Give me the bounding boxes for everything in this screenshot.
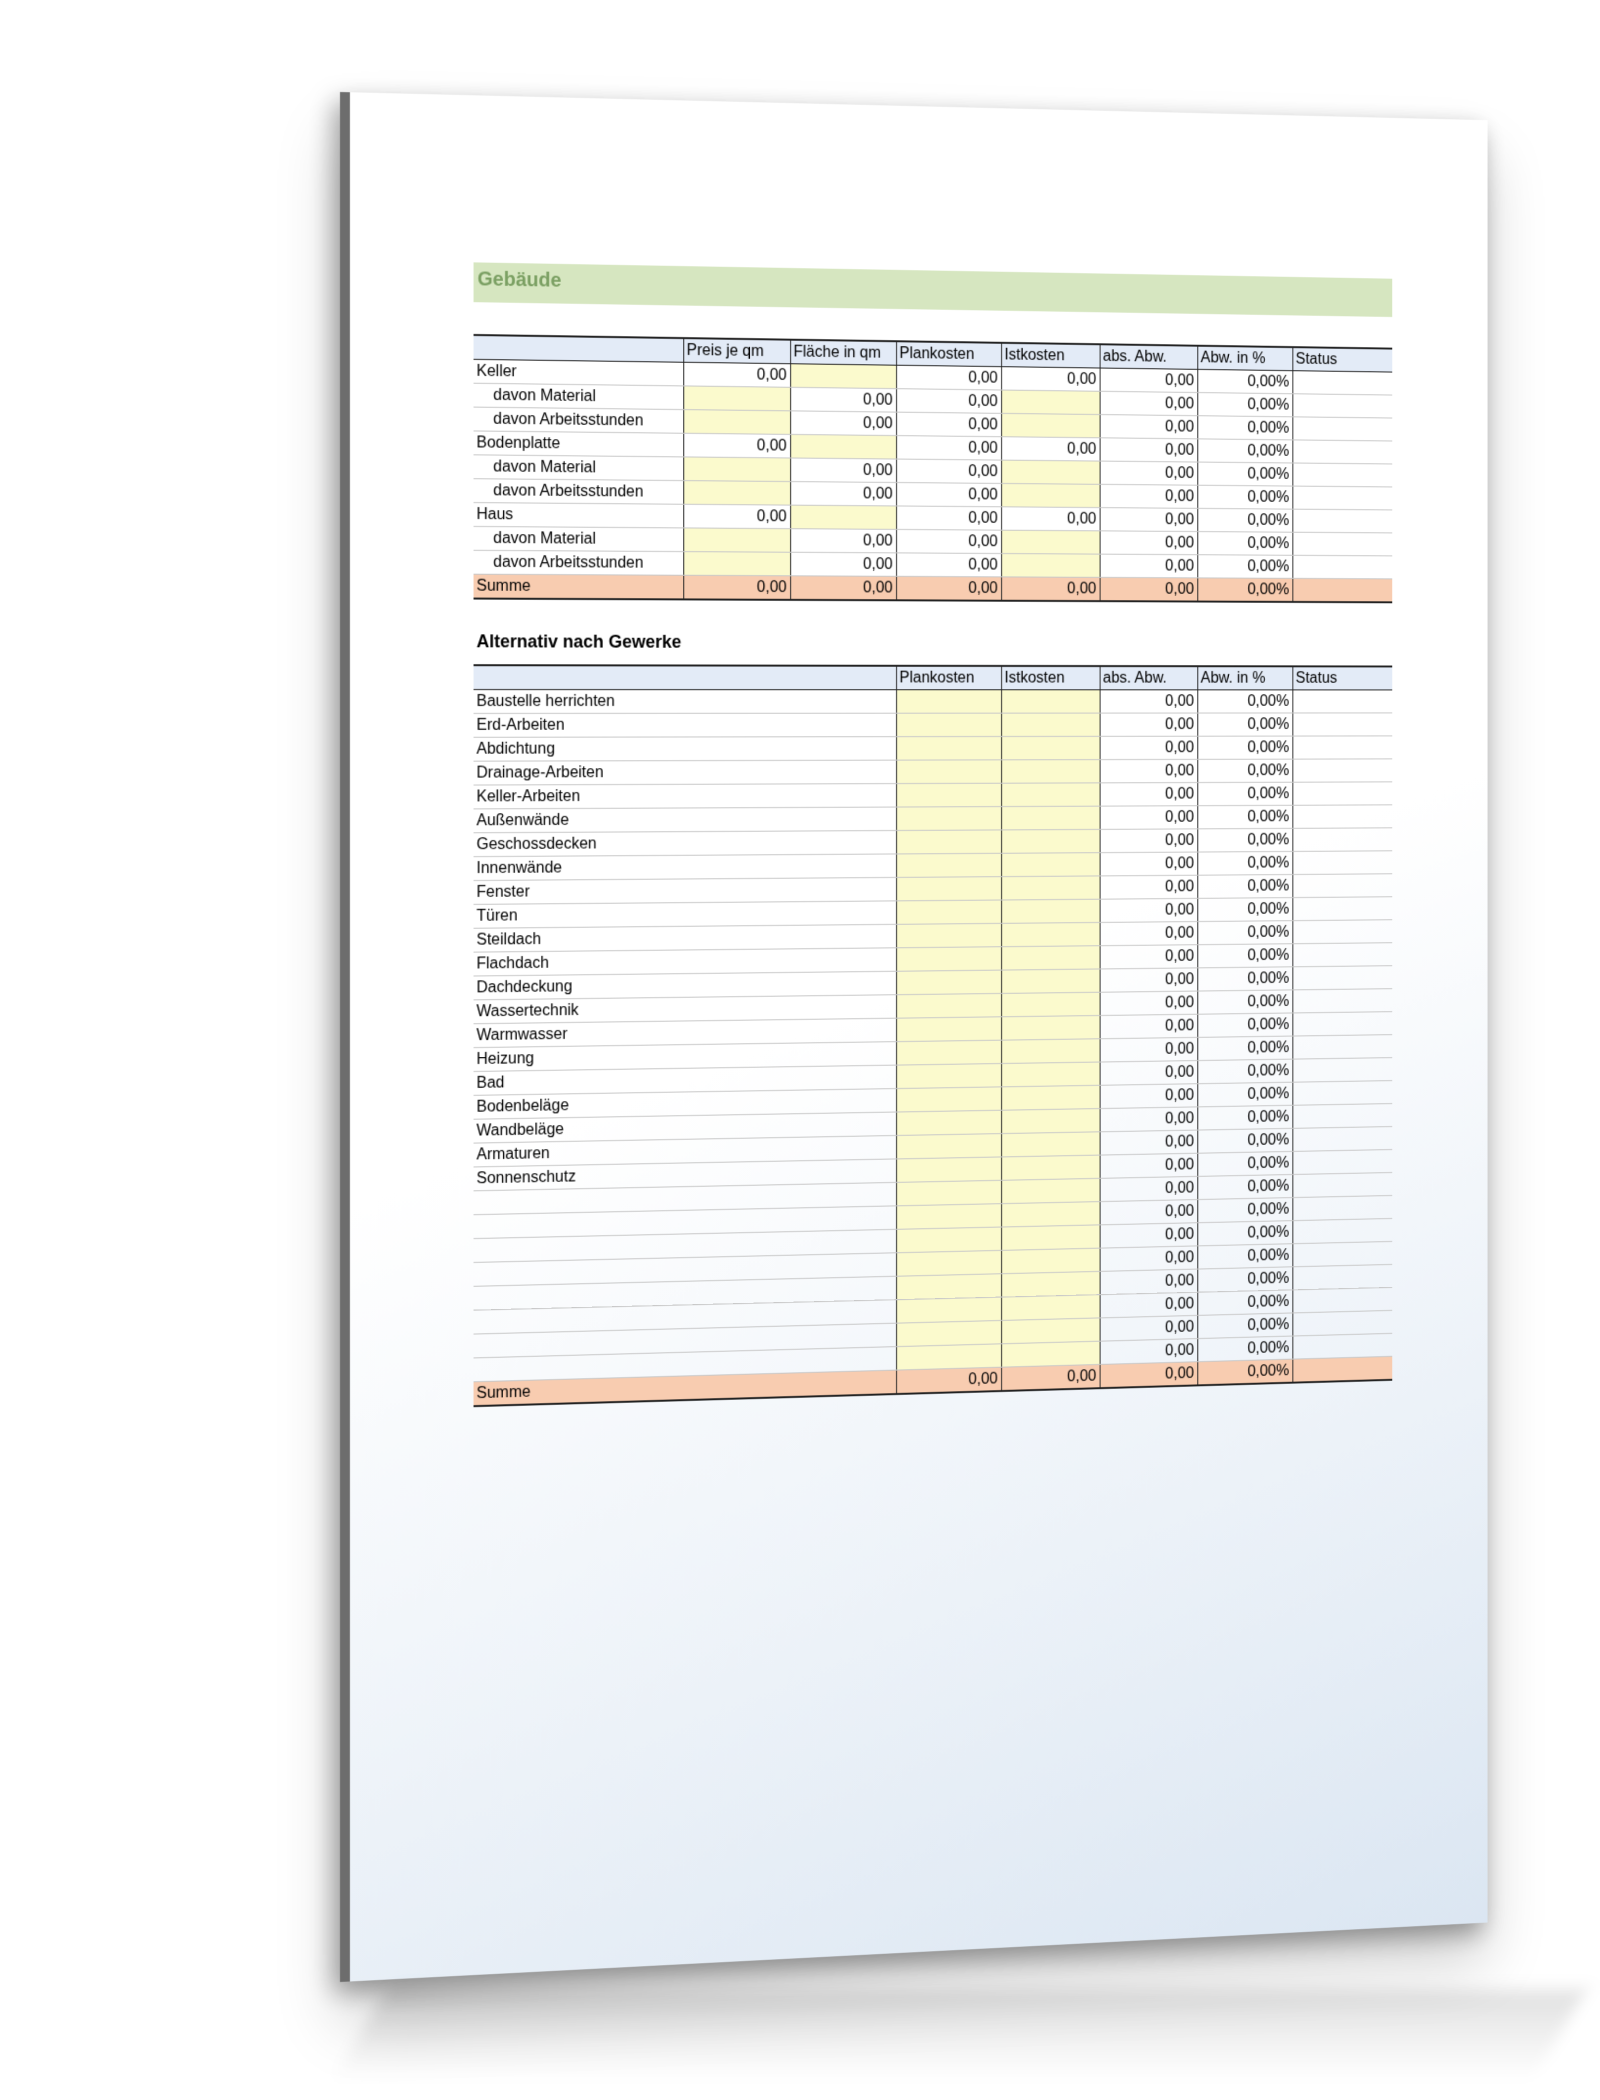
sum-ist-cell: 0,00 <box>1001 577 1100 601</box>
pct-deviation-cell: 0,00% <box>1197 1290 1292 1316</box>
column-header: Istkosten <box>1001 666 1100 690</box>
status-cell <box>1292 1012 1392 1036</box>
sum-pct-cell: 0,00% <box>1197 578 1292 602</box>
pct-deviation-cell: 0,00% <box>1197 875 1292 899</box>
abs-deviation-cell: 0,00 <box>1100 1269 1198 1295</box>
status-cell <box>1292 1218 1392 1243</box>
actual-cost-cell[interactable] <box>1001 1225 1100 1251</box>
abs-deviation-cell: 0,00 <box>1100 829 1198 853</box>
pct-deviation-cell: 0,00% <box>1197 1128 1292 1153</box>
column-header: Status <box>1292 347 1392 372</box>
row-label: davon Material <box>474 383 684 409</box>
planned-cost-cell[interactable] <box>896 1204 1001 1230</box>
column-header: Preis je qm <box>683 338 790 364</box>
column-header: abs. Abw. <box>1100 666 1198 690</box>
actual-cost-cell[interactable] <box>1001 969 1100 993</box>
actual-cost-cell[interactable] <box>1001 806 1100 830</box>
planned-cost-cell[interactable] <box>896 1017 1001 1042</box>
status-cell <box>1292 966 1392 990</box>
abs-deviation-cell: 0,00 <box>1100 783 1198 807</box>
abs-deviation-cell: 0,00 <box>1100 1292 1198 1318</box>
pct-deviation-cell: 0,00% <box>1197 1151 1292 1176</box>
abs-deviation-cell: 0,00 <box>1100 531 1198 555</box>
pct-deviation-cell: 0,00% <box>1197 1336 1292 1362</box>
column-header: Status <box>1292 666 1392 690</box>
pct-deviation-cell: 0,00% <box>1197 1036 1292 1061</box>
actual-cost-cell[interactable] <box>1001 1341 1100 1367</box>
abs-deviation-cell: 0,00 <box>1100 554 1198 578</box>
pct-deviation-cell: 0,00% <box>1197 462 1292 486</box>
area-sqm-cell[interactable]: 0,00 <box>790 411 896 436</box>
trade-label: Armaturen <box>474 1135 897 1166</box>
sum-row <box>474 574 1393 602</box>
trade-cost-table <box>474 664 1393 1407</box>
abs-deviation-cell: 0,00 <box>1100 1246 1198 1271</box>
area-sqm-cell[interactable]: 0,00 <box>790 529 896 553</box>
column-header: Istkosten <box>1001 343 1100 368</box>
status-cell <box>1292 759 1392 782</box>
actual-cost-cell[interactable] <box>1001 1132 1100 1157</box>
planned-cost-cell: 0,00 <box>896 529 1001 553</box>
column-header <box>474 665 897 690</box>
abs-deviation-cell: 0,00 <box>1100 391 1198 415</box>
price-per-sqm-cell[interactable] <box>683 481 790 506</box>
status-cell <box>1292 463 1392 487</box>
pct-deviation-cell: 0,00% <box>1197 805 1292 829</box>
status-cell <box>1292 805 1392 829</box>
pct-deviation-cell: 0,00% <box>1197 1244 1292 1269</box>
actual-cost-cell[interactable] <box>1001 736 1100 760</box>
abs-deviation-cell: 0,00 <box>1100 1339 1198 1365</box>
actual-cost-cell[interactable] <box>1001 1318 1100 1344</box>
abs-deviation-cell: 0,00 <box>1100 461 1198 485</box>
actual-cost-cell[interactable] <box>1001 1062 1100 1087</box>
trade-label: Bodenbeläge <box>474 1089 897 1120</box>
actual-cost-cell[interactable] <box>1001 1039 1100 1064</box>
status-cell <box>1292 989 1392 1013</box>
actual-cost-cell[interactable] <box>1001 1295 1100 1321</box>
planned-cost-cell[interactable] <box>896 783 1001 807</box>
planned-cost-cell: 0,00 <box>896 365 1001 390</box>
trade-label: Fenster <box>474 877 897 904</box>
abs-deviation-cell: 0,00 <box>1100 690 1198 713</box>
planned-cost-cell: 0,00 <box>896 482 1001 506</box>
status-cell <box>1292 1081 1392 1106</box>
abs-deviation-cell: 0,00 <box>1100 1200 1198 1225</box>
actual-cost-cell[interactable] <box>1001 1109 1100 1134</box>
row-label: Haus <box>474 503 684 528</box>
row-label: davon Material <box>474 455 684 481</box>
actual-cost-cell[interactable] <box>1001 530 1100 554</box>
pct-deviation-cell: 0,00% <box>1197 1198 1292 1223</box>
abs-deviation-cell: 0,00 <box>1100 736 1198 759</box>
abs-deviation-cell: 0,00 <box>1100 806 1198 830</box>
sum-status-cell <box>1292 1356 1392 1382</box>
abs-deviation-cell: 0,00 <box>1100 1014 1198 1039</box>
actual-cost-cell[interactable] <box>1001 413 1100 437</box>
trade-label: Türen <box>474 901 897 928</box>
actual-cost-cell[interactable] <box>1001 713 1100 736</box>
status-cell <box>1292 1264 1392 1289</box>
sum-plan-cell: 0,00 <box>896 576 1001 600</box>
status-cell <box>1292 1035 1392 1059</box>
row-label: Keller <box>474 359 684 386</box>
price-per-sqm-cell[interactable] <box>683 552 790 576</box>
pct-deviation-cell: 0,00% <box>1197 828 1292 852</box>
planned-cost-cell[interactable] <box>896 947 1001 972</box>
price-per-sqm-cell[interactable] <box>683 386 790 411</box>
pct-deviation-cell: 0,00% <box>1197 1059 1292 1084</box>
status-cell <box>1292 1333 1392 1359</box>
pct-deviation-cell: 0,00% <box>1197 1313 1292 1339</box>
section-title-band <box>474 262 1393 317</box>
area-sqm-cell[interactable] <box>790 434 896 459</box>
planned-cost-cell[interactable] <box>896 760 1001 784</box>
trade-label: Innenwände <box>474 854 897 881</box>
pct-deviation-cell: 0,00% <box>1197 439 1292 463</box>
planned-cost-cell[interactable] <box>896 1134 1001 1159</box>
abs-deviation-cell: 0,00 <box>1100 898 1198 922</box>
table-header-row <box>474 665 1393 690</box>
status-cell <box>1292 874 1392 898</box>
area-sqm-cell[interactable]: 0,00 <box>790 552 896 576</box>
trade-label: Erd-Arbeiten <box>474 713 897 737</box>
planned-cost-cell[interactable] <box>896 807 1001 831</box>
trade-label: Heizung <box>474 1042 897 1072</box>
status-cell <box>1292 1058 1392 1083</box>
actual-cost-cell[interactable] <box>1001 829 1100 853</box>
trade-label: Wassertechnik <box>474 995 897 1024</box>
pct-deviation-cell: 0,00% <box>1197 713 1292 736</box>
planned-cost-cell[interactable] <box>896 1040 1001 1065</box>
pct-deviation-cell: 0,00% <box>1197 736 1292 759</box>
pct-deviation-cell: 0,00% <box>1197 990 1292 1014</box>
sum-abs-cell: 0,00 <box>1100 577 1198 601</box>
sum-plan-cell: 0,00 <box>896 1367 1001 1394</box>
planned-cost-cell[interactable] <box>896 1344 1001 1370</box>
planned-cost-cell[interactable] <box>896 713 1001 737</box>
planned-cost-cell[interactable] <box>896 1157 1001 1182</box>
sum-flaeche-cell: 0,00 <box>790 576 896 600</box>
abs-deviation-cell: 0,00 <box>1100 945 1198 969</box>
status-cell <box>1292 1104 1392 1129</box>
abs-deviation-cell: 0,00 <box>1100 1223 1198 1248</box>
planned-cost-cell[interactable] <box>896 1274 1001 1300</box>
trade-label: Bad <box>474 1065 897 1095</box>
planned-cost-cell[interactable] <box>896 970 1001 995</box>
price-per-sqm-cell[interactable]: 0,00 <box>683 433 790 458</box>
area-sqm-cell[interactable] <box>790 505 896 529</box>
status-cell <box>1292 509 1392 533</box>
planned-cost-cell[interactable] <box>896 690 1001 713</box>
planned-cost-cell[interactable] <box>896 1320 1001 1346</box>
sum-preis-cell: 0,00 <box>683 575 790 600</box>
sum-ist-cell: 0,00 <box>1001 1364 1100 1391</box>
planned-cost-cell[interactable] <box>896 1110 1001 1135</box>
trade-label: Außenwände <box>474 807 897 833</box>
pct-deviation-cell: 0,00% <box>1197 485 1292 509</box>
actual-cost-cell[interactable]: 0,00 <box>1001 437 1100 461</box>
actual-cost-cell[interactable]: 0,00 <box>1001 367 1100 392</box>
status-cell <box>1292 1150 1392 1175</box>
status-cell <box>1292 394 1392 418</box>
planned-cost-cell[interactable] <box>896 923 1001 947</box>
abs-deviation-cell: 0,00 <box>1100 968 1198 992</box>
status-cell <box>1292 1195 1392 1220</box>
actual-cost-cell[interactable] <box>1001 876 1100 900</box>
area-sqm-cell[interactable]: 0,00 <box>790 387 896 412</box>
planned-cost-cell: 0,00 <box>896 389 1001 414</box>
pct-deviation-cell: 0,00% <box>1197 921 1292 945</box>
sum-label-cell: Summe <box>474 1370 897 1406</box>
abs-deviation-cell: 0,00 <box>1100 415 1198 439</box>
planned-cost-cell: 0,00 <box>896 506 1001 530</box>
planned-cost-cell[interactable] <box>896 877 1001 901</box>
status-cell <box>1292 1127 1392 1152</box>
trade-label: Drainage-Arbeiten <box>474 760 897 785</box>
status-cell <box>1292 440 1392 464</box>
status-cell <box>1292 943 1392 967</box>
sum-label-cell: Summe <box>474 574 684 599</box>
actual-cost-cell[interactable] <box>1001 1155 1100 1180</box>
price-per-sqm-cell[interactable]: 0,00 <box>683 504 790 528</box>
abs-deviation-cell: 0,00 <box>1100 713 1198 736</box>
planned-cost-cell[interactable] <box>896 853 1001 877</box>
status-cell <box>1292 1173 1392 1198</box>
trade-label: Baustelle herrichten <box>474 690 897 714</box>
actual-cost-cell[interactable] <box>1001 922 1100 946</box>
abs-deviation-cell: 0,00 <box>1100 1061 1198 1086</box>
document-page <box>340 92 1488 1982</box>
sum-abs-cell: 0,00 <box>1100 1362 1198 1388</box>
status-cell <box>1292 920 1392 944</box>
pct-deviation-cell: 0,00% <box>1197 898 1292 922</box>
planned-cost-cell: 0,00 <box>896 436 1001 461</box>
subsection-title: Alternativ nach Gewerke <box>476 631 682 652</box>
pct-deviation-cell: 0,00% <box>1197 1267 1292 1292</box>
abs-deviation-cell: 0,00 <box>1100 1176 1198 1201</box>
trade-label: Dachdeckung <box>474 971 897 1000</box>
pct-deviation-cell: 0,00% <box>1197 851 1292 875</box>
abs-deviation-cell: 0,00 <box>1100 991 1198 1015</box>
planned-cost-cell[interactable] <box>896 1064 1001 1089</box>
pct-deviation-cell: 0,00% <box>1197 1105 1292 1130</box>
status-cell <box>1292 851 1392 875</box>
planned-cost-cell[interactable] <box>896 1180 1001 1206</box>
actual-cost-cell[interactable] <box>1001 460 1100 484</box>
actual-cost-cell[interactable] <box>1001 992 1100 1017</box>
row-label: Bodenplatte <box>474 431 684 457</box>
actual-cost-cell[interactable] <box>1001 1271 1100 1297</box>
actual-cost-cell[interactable] <box>1001 853 1100 877</box>
pct-deviation-cell: 0,00% <box>1197 393 1292 417</box>
row-label: davon Arbeitsstunden <box>474 479 684 505</box>
abs-deviation-cell: 0,00 <box>1100 1130 1198 1155</box>
planned-cost-cell[interactable] <box>896 900 1001 924</box>
planned-cost-cell[interactable] <box>896 830 1001 854</box>
abs-deviation-cell: 0,00 <box>1100 1084 1198 1109</box>
abs-deviation-cell: 0,00 <box>1100 852 1198 876</box>
column-header: Abw. in % <box>1197 666 1292 690</box>
building-cost-table <box>474 334 1393 603</box>
status-cell <box>1292 897 1392 921</box>
price-per-sqm-cell[interactable] <box>683 410 790 435</box>
pct-deviation-cell: 0,00% <box>1197 759 1292 782</box>
planned-cost-cell: 0,00 <box>896 553 1001 577</box>
status-cell <box>1292 782 1392 805</box>
status-cell <box>1292 736 1392 759</box>
trade-label: Abdichtung <box>474 737 897 762</box>
status-cell <box>1292 1287 1392 1313</box>
column-header: abs. Abw. <box>1100 344 1198 369</box>
pct-deviation-cell: 0,00% <box>1197 555 1292 579</box>
pct-deviation-cell: 0,00% <box>1197 1174 1292 1199</box>
status-cell <box>1292 1241 1392 1266</box>
pct-deviation-cell: 0,00% <box>1197 782 1292 805</box>
planned-cost-cell[interactable] <box>896 1227 1001 1253</box>
actual-cost-cell[interactable] <box>1001 1178 1100 1203</box>
pct-deviation-cell: 0,00% <box>1197 1013 1292 1037</box>
status-cell <box>1292 713 1392 736</box>
trade-label: Steildach <box>474 924 897 952</box>
actual-cost-cell[interactable] <box>1001 690 1100 713</box>
row-label: davon Arbeitsstunden <box>474 550 684 575</box>
column-header: Plankosten <box>896 341 1001 366</box>
actual-cost-cell[interactable] <box>1001 1248 1100 1274</box>
status-cell <box>1292 371 1392 395</box>
pct-deviation-cell: 0,00% <box>1197 944 1292 968</box>
actual-cost-cell[interactable]: 0,00 <box>1001 507 1100 531</box>
trade-label: Wandbeläge <box>474 1112 897 1143</box>
planned-cost-cell: 0,00 <box>896 459 1001 483</box>
pct-deviation-cell: 0,00% <box>1197 369 1292 393</box>
planned-cost-cell[interactable] <box>896 993 1001 1018</box>
pct-deviation-cell: 0,00% <box>1197 1082 1292 1107</box>
trade-label: Keller-Arbeiten <box>474 784 897 809</box>
pct-deviation-cell: 0,00% <box>1197 508 1292 532</box>
planned-cost-cell[interactable] <box>896 1297 1001 1323</box>
actual-cost-cell[interactable] <box>1001 760 1100 784</box>
abs-deviation-cell: 0,00 <box>1100 368 1198 393</box>
actual-cost-cell[interactable] <box>1001 783 1100 807</box>
sum-status-cell <box>1292 578 1392 602</box>
table-row <box>474 759 1393 785</box>
actual-cost-cell[interactable] <box>1001 483 1100 507</box>
section-title: Gebäude <box>477 268 562 292</box>
table-row <box>474 713 1393 737</box>
abs-deviation-cell: 0,00 <box>1100 484 1198 508</box>
trade-label: Geschossdecken <box>474 830 897 856</box>
status-cell <box>1292 486 1392 510</box>
status-cell <box>1292 690 1392 713</box>
trade-label: Warmwasser <box>474 1018 897 1047</box>
actual-cost-cell[interactable] <box>1001 946 1100 970</box>
status-cell <box>1292 555 1392 579</box>
price-per-sqm-cell[interactable]: 0,00 <box>683 362 790 387</box>
pct-deviation-cell: 0,00% <box>1197 690 1292 713</box>
table-row <box>474 736 1393 761</box>
actual-cost-cell[interactable] <box>1001 1016 1100 1041</box>
area-sqm-cell[interactable]: 0,00 <box>790 458 896 483</box>
planned-cost-cell[interactable] <box>896 1087 1001 1112</box>
row-label: davon Material <box>474 526 684 551</box>
status-cell <box>1292 417 1392 441</box>
price-per-sqm-cell[interactable] <box>683 457 790 482</box>
abs-deviation-cell: 0,00 <box>1100 759 1198 783</box>
abs-deviation-cell: 0,00 <box>1100 1153 1198 1178</box>
price-per-sqm-cell[interactable] <box>683 528 790 552</box>
status-cell <box>1292 532 1392 556</box>
column-header <box>474 335 684 362</box>
sum-pct-cell: 0,00% <box>1197 1359 1292 1385</box>
planned-cost-cell: 0,00 <box>896 412 1001 437</box>
planned-cost-cell[interactable] <box>896 736 1001 760</box>
column-header: Fläche in qm <box>790 340 896 366</box>
actual-cost-cell[interactable] <box>1001 899 1100 923</box>
page-shadow <box>334 1990 1586 2080</box>
trade-label: Sonnenschutz <box>474 1159 897 1191</box>
actual-cost-cell[interactable] <box>1001 554 1100 578</box>
column-header: Plankosten <box>896 666 1001 690</box>
pct-deviation-cell: 0,00% <box>1197 416 1292 440</box>
pct-deviation-cell: 0,00% <box>1197 1221 1292 1246</box>
abs-deviation-cell: 0,00 <box>1100 1037 1198 1062</box>
trade-label: Flachdach <box>474 948 897 976</box>
abs-deviation-cell: 0,00 <box>1100 508 1198 532</box>
area-sqm-cell[interactable]: 0,00 <box>790 482 896 506</box>
abs-deviation-cell: 0,00 <box>1100 1315 1198 1341</box>
actual-cost-cell[interactable] <box>1001 390 1100 415</box>
abs-deviation-cell: 0,00 <box>1100 438 1198 462</box>
status-cell <box>1292 1310 1392 1336</box>
row-label: davon Arbeitsstunden <box>474 407 684 433</box>
pct-deviation-cell: 0,00% <box>1197 532 1292 556</box>
abs-deviation-cell: 0,00 <box>1100 875 1198 899</box>
actual-cost-cell[interactable] <box>1001 1202 1100 1227</box>
planned-cost-cell[interactable] <box>896 1250 1001 1276</box>
abs-deviation-cell: 0,00 <box>1100 922 1198 946</box>
column-header: Abw. in % <box>1197 346 1292 371</box>
abs-deviation-cell: 0,00 <box>1100 1107 1198 1132</box>
status-cell <box>1292 828 1392 852</box>
actual-cost-cell[interactable] <box>1001 1085 1100 1110</box>
table-row <box>474 690 1393 714</box>
area-sqm-cell[interactable] <box>790 364 896 389</box>
pct-deviation-cell: 0,00% <box>1197 967 1292 991</box>
